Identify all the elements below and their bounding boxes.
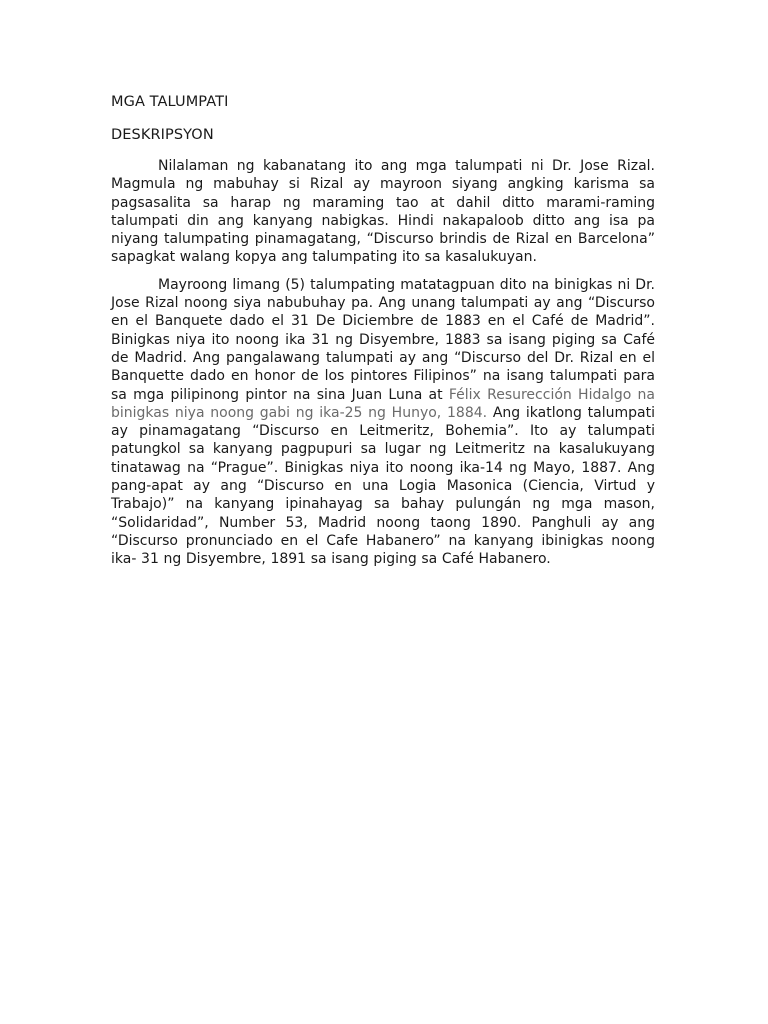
document-subtitle: DESKRIPSYON bbox=[111, 127, 214, 143]
document-title: MGA TALUMPATI bbox=[111, 94, 229, 110]
paragraph-speeches-text-1: Mayroong limang (5) talumpating matatagpuan dito na binigkas ni Dr. Jose Rizal noong siya nabubuhay pa. Ang unang talumpati ay ang “Discurso en el Banquete dado el 31 De Diciembre de 1883 en el Café de Madrid”. Binigkas niya ito noong ika 31 ng Disyembre, 1883 sa isang piging sa Café de Madrid. Ang pangalawang talumpati ay ang “Discurso del Dr. Rizal en el Banquette dado en honor de los pintores Filipinos” na isang talumpati para sa mga pilipinong pintor na sina Juan Luna at bbox=[111, 276, 655, 403]
paragraph-speeches bbox=[111, 276, 655, 569]
paragraph-speeches-text-3: Ang ikatlong talumpati ay pinamagatang “Discurso en Leitmeritz, Bohemia”. Ito ay talumpati patungkol sa kanyang pagpupuri sa lugar ng Leitmeritz na kasalukuyang tinatawag na “Prague”. Binigkas niya ito noong ika-14 ng Mayo, 1887. Ang pang-apat ay ang “Discurso en una Logia Masonica (Ciencia, Virtud y Trabajo)” na kanyang ipinahayag sa bahay pulungán ng mga mason, “Solidaridad”, Number 53, Madrid noong taong 1890. Panghuli ay ang “Discurso pronunciado en el Cafe Habanero” na kanyang ibinigkas noong ika- 31 ng Disyembre, 1891 sa isang piging sa Café Habanero. bbox=[111, 404, 655, 568]
paragraph-intro: Nilalaman ng kabanatang ito ang mga talumpati ni Dr. Jose Rizal. Magmula ng mabuhay si Rizal ay mayroon siyang angking karisma sa pagsasalita sa harap ng maraming tao at dahil ditto marami-raming talumpati din ang kanyang nabigkas. Hindi nakapaloob ditto ang isa pa niyang talumpating pinamagatang, “Discurso brindis de Rizal en Barcelona” sapagkat walang kopya ang talumpating ito sa kasalukuyan. bbox=[111, 158, 655, 266]
document-page bbox=[111, 93, 655, 578]
paragraph-speeches-text-2: Félix Resurección Hidalgo na binigkas niya noong gabi ng ika-25 ng Hunyo, 1884. bbox=[111, 386, 655, 421]
